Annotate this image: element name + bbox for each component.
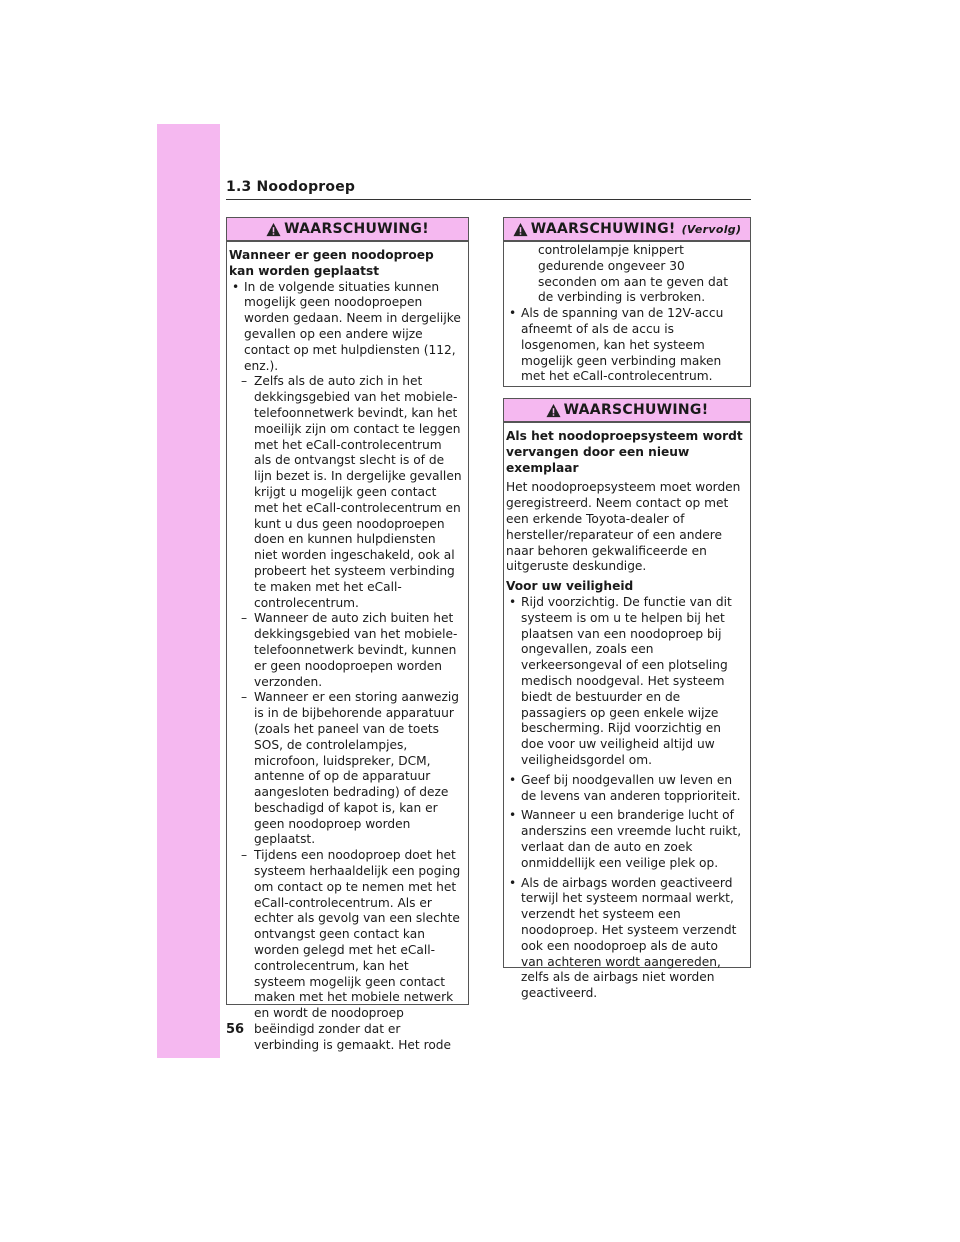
paragraph: Het noodoproepsysteem moet worden geregistreerd. Neem contact op met een erkende Toyota-dealer of hersteller/reparateur of een andere naar behoren gekwalificeerde en uitgeruste deskundige. bbox=[506, 480, 741, 574]
dash-item: – Wanneer er een storing aanwezig is in de bijbehorende apparatuur (zoals het paneel van de toets SOS, de controlelampjes, microfoon, luidspreker, DCM, antenne of op de apparatuur aangesloten bedrading) of deze beschadigd of kapot is, kan er geen noodoproep worden geplaatst. bbox=[241, 690, 460, 847]
warning-heading: Wanneer er geen noodoproep kan worden geplaatst bbox=[229, 248, 434, 278]
warning-subheading: Voor uw veiligheid bbox=[506, 579, 634, 594]
dash-item: – Wanneer de auto zich buiten het dekkingsgebied van het mobiele-telefoonnetwerk bevindt, kunnen er geen noodoproepen worden verzonden. bbox=[241, 611, 458, 689]
warning-triangle-icon bbox=[546, 403, 561, 418]
warning-title: WAARSCHUWING! bbox=[530, 221, 676, 237]
chapter-tab-band bbox=[157, 124, 220, 1058]
section-divider bbox=[226, 199, 751, 200]
warning-header bbox=[227, 218, 468, 242]
warning-header bbox=[504, 218, 750, 242]
list-item: • Geef bij noodgevallen uw leven en de levens van anderen topprioriteit. bbox=[509, 772, 741, 803]
warning-heading: Als het noodoproepsysteem wordt vervangen door een nieuw exemplaar bbox=[506, 429, 743, 475]
list-item: • In de volgende situaties kunnen mogelijk geen noodoproepen worden gedaan. Neem in dergelijke gevallen op een andere wijze contact op met hulpdiensten (112, enz.). bbox=[232, 279, 461, 373]
continued-label: (Vervolg) bbox=[681, 222, 742, 236]
list-item: • Als de airbags worden geactiveerd terwijl het systeem normaal werkt, verzendt het systeem een noodoproep. Het systeem verzendt ook een noodoproep als de auto van achteren wordt aangereden, zelfs als de airbags niet worden geactiveerd. bbox=[509, 875, 737, 1001]
section-title: 1.3 Noodoproep bbox=[226, 179, 356, 195]
warning-title: WAARSCHUWING! bbox=[284, 221, 429, 237]
warning-header bbox=[504, 399, 750, 423]
continuation-text: controlelampje knippert gedurende ongeveer 30 seconden om aan te geven dat de verbinding is verbroken. bbox=[538, 243, 728, 305]
warning-triangle-icon bbox=[266, 222, 281, 237]
list-item: • Wanneer u een branderige lucht of anderszins een vreemde lucht ruikt, verlaat dan de auto en zoek onmiddellijk een veilige plek op. bbox=[509, 808, 742, 870]
list-item: • Rijd voorzichtig. De functie van dit systeem is om u te helpen bij het plaatsen van een noodoproep bij ongevallen, zoals een verkeersongeval of een plotseling medisch noodgeval. Het systeem biedt de bestuurder en de passagiers op geen enkele wijze bescherming. Rijd voorzichtig en doe voor uw veiligheid altijd uw veiligheidsgordel om. bbox=[509, 594, 732, 767]
warning-triangle-icon bbox=[513, 222, 528, 237]
dash-item: – Zelfs als de auto zich in het dekkingsgebied van het mobiele-telefoonnetwerk bevindt, kan het moeilijk zijn om contact te leggen met het eCall-controlecentrum als de ontvangst slecht is of de lijn bezet is. In dergelijke gevallen krijgt u mogelijk geen contact met het eCall-controlecentrum en kunt u dus geen noodoproepen doen en kunnen hulpdiensten niet worden ingeschakeld, ook al probeert het systeem verbinding te maken met het eCall-controlecentrum. bbox=[241, 374, 462, 610]
page-number: 56 bbox=[226, 1022, 245, 1037]
warning-box-2 bbox=[503, 217, 751, 387]
warning-box-3 bbox=[503, 398, 751, 1001]
dash-item: – Tijdens een noodoproep doet het systeem herhaaldelijk een poging om contact op te nemen met het eCall-controlecentrum. Als er echter als gevolg van een slechte ontvangst geen contact kan worden gelegd met het eCall-controlecentrum, kan het systeem mogelijk geen contact maken met het mobiele netwerk en wordt de noodoproep beëindigd zonder dat er verbinding is gemaakt. Het rode bbox=[241, 848, 461, 1052]
warning-title: WAARSCHUWING! bbox=[563, 402, 709, 418]
list-item: • Als de spanning van de 12V-accu afneemt of als de accu is losgenomen, kan het systeem mogelijk geen verbinding maken met het eCall-controlecentrum. bbox=[509, 306, 724, 384]
